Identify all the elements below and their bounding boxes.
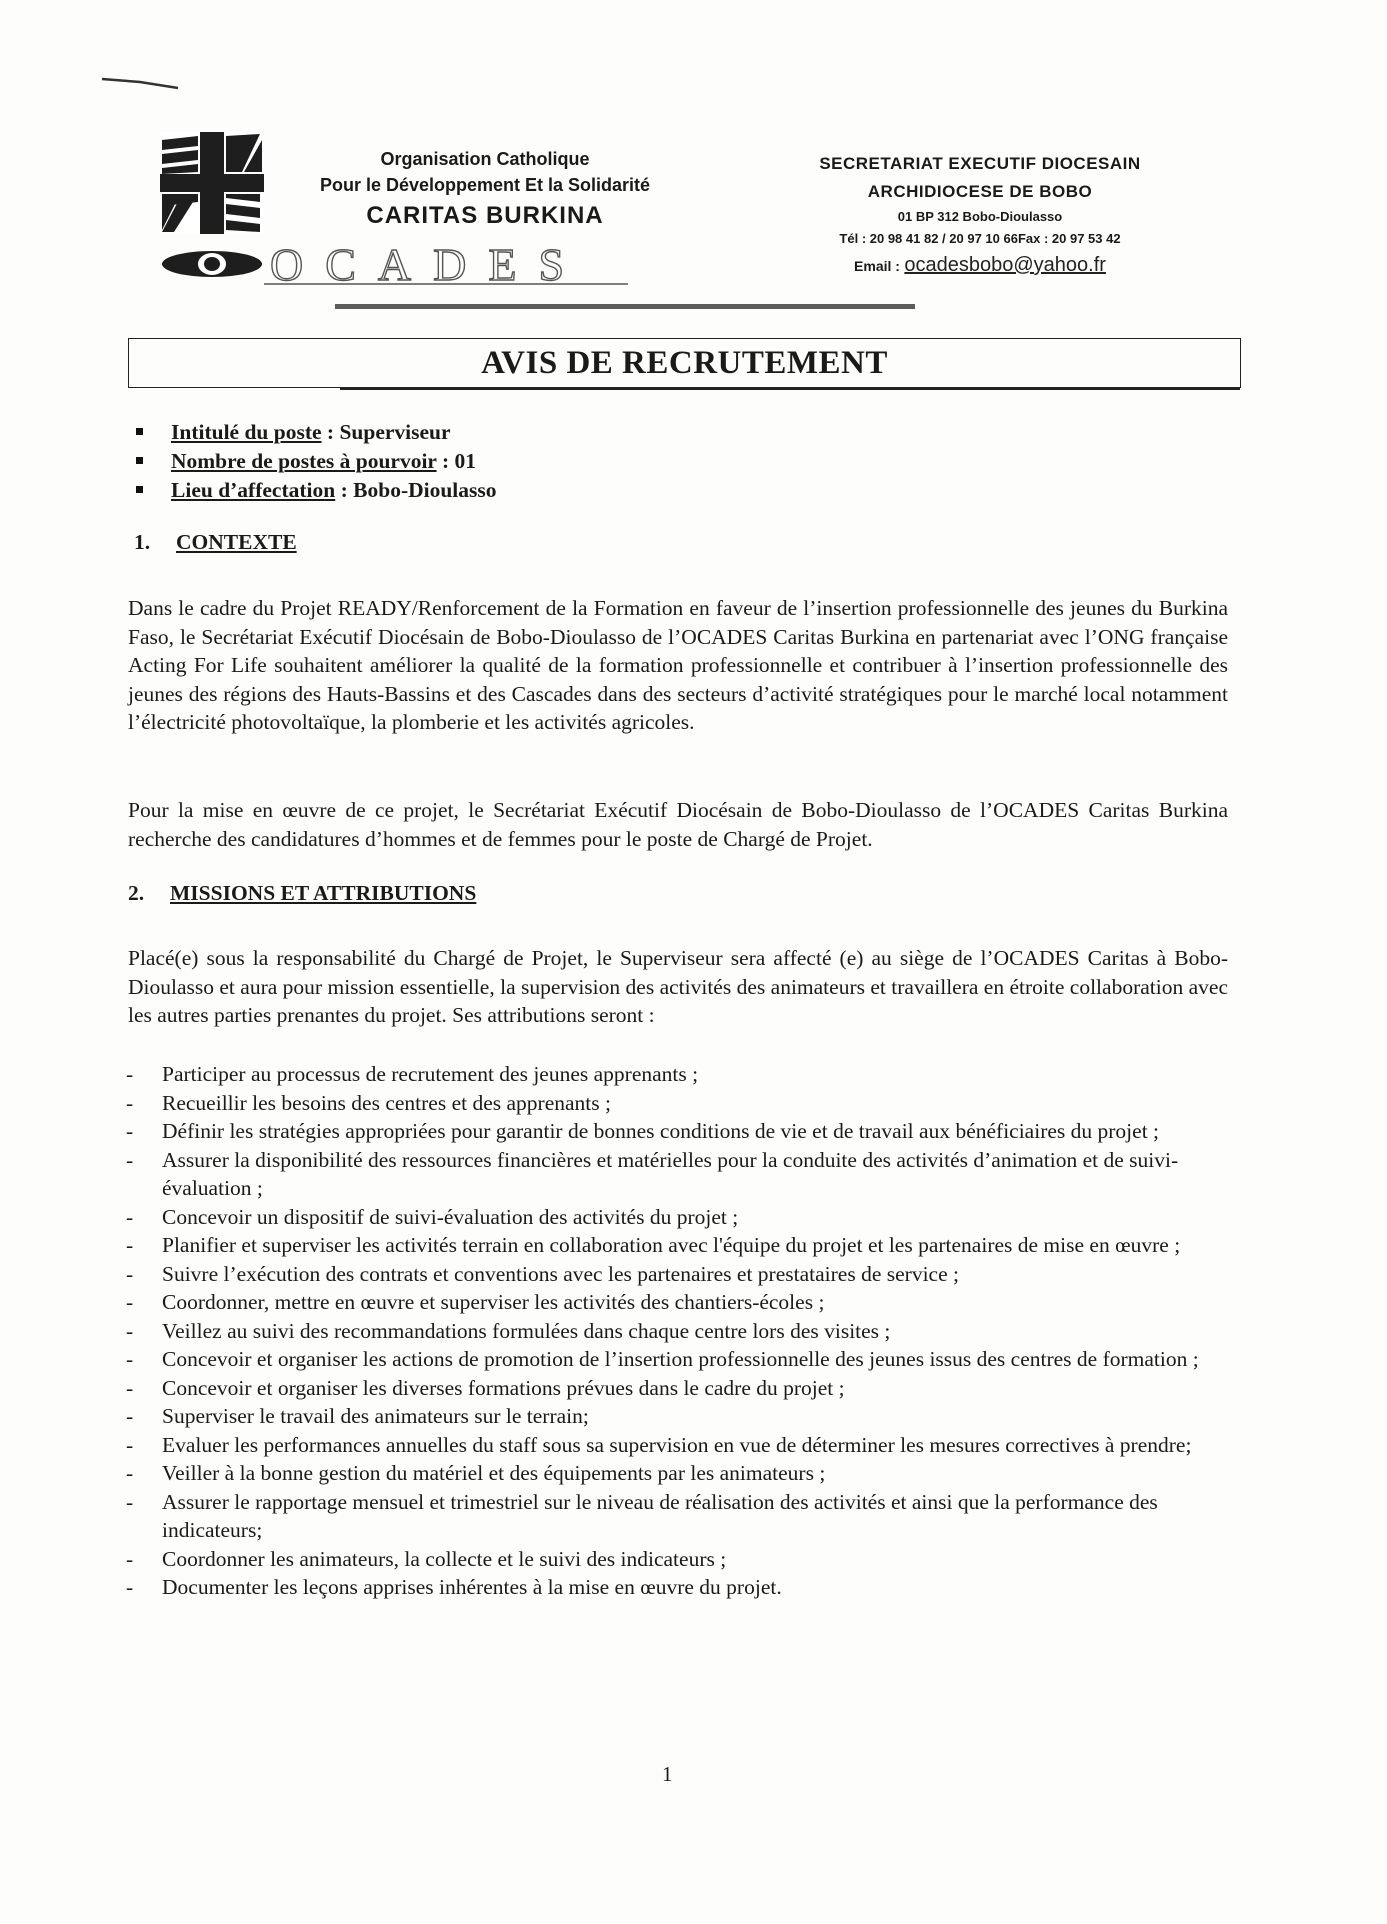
list-item (126, 1260, 1236, 1289)
info-value: Bobo-Dioulasso (353, 478, 497, 502)
info-label: Nombre de postes à pourvoir (171, 449, 437, 473)
dash-bullet: - (126, 1347, 134, 1371)
section-title: MISSIONS ET ATTRIBUTIONS (170, 881, 477, 905)
dash-bullet: - (126, 1261, 134, 1286)
dash-bullet: - (126, 1147, 134, 1172)
phone-fax: Tél : 20 98 41 82 / 20 97 10 66Fax : 20 97 53 42 (839, 231, 1121, 246)
list-item-text: Superviser le travail des animateurs sur le terrain; (162, 1404, 589, 1428)
organisation-block (275, 146, 695, 234)
contexte-paragraph-1: Dans le cadre du Projet READY/Renforcement de la Formation en faveur de l’insertion professionnelle des jeunes du Burkina Faso, le Secrétariat Exécutif Diocésain de Bobo-Dioulasso de l’OCADES Caritas Burkina en partenariat avec l’ONG française Acting For Life souhaitent améliorer la qualité de la formation professionnelle et contribuer à l’insertion professionnelle des jeunes des régions des Hauts-Bassins et des Cascades dans des secteurs d’activité stratégiques pour le marché local notamment l’électricité photovoltaïque, la plomberie et les activités agricoles. (128, 596, 1228, 734)
info-label: Lieu d’affectation (171, 478, 336, 502)
list-item-text: Veiller à la bonne gestion du matériel et des équipements par les animateurs ; (162, 1461, 826, 1485)
dash-bullet: - (126, 1062, 134, 1086)
list-item (126, 1203, 1236, 1232)
dash-bullet: - (126, 1546, 134, 1571)
info-separator: : (436, 449, 455, 473)
list-item (126, 1374, 1236, 1403)
list-item-text: Concevoir et organiser les actions de promotion de l’insertion professionnelle des jeunes issus des centres de formation ; (162, 1347, 1199, 1371)
list-item (126, 1345, 1236, 1374)
header-divider (335, 304, 915, 309)
missions-intro-paragraph: Placé(e) sous la responsabilité du Chargé de Projet, le Superviseur sera affecté (e) au siège de l’OCADES Caritas à Bobo-Dioulasso et aura pour mission essentielle, la supervision des activités des animateurs et travaillera en étroite collaboration avec les autres parties prenantes du projet. Ses attributions seront : (128, 946, 1228, 1027)
info-item-nombre (136, 447, 497, 476)
dash-bullet: - (126, 1290, 134, 1314)
dash-bullet: - (126, 1489, 134, 1514)
list-item-text: Suivre l’exécution des contrats et conventions avec les partenaires et prestataires de service ; (162, 1261, 959, 1286)
ocades-logo (160, 240, 630, 290)
list-item (126, 1089, 1236, 1118)
section-heading-contexte (134, 530, 297, 555)
list-item (126, 1117, 1236, 1146)
info-value: 01 (454, 449, 476, 473)
info-separator: : (335, 478, 354, 502)
page-number: 1 (662, 1762, 673, 1786)
list-item-text: Documenter les leçons apprises inhérentes à la mise en œuvre du projet. (162, 1575, 782, 1599)
contexte-paragraph-2: Pour la mise en œuvre de ce projet, le Secrétariat Exécutif Diocésain de Bobo-Dioulasso de l’OCADES Caritas Burkina recherche des candidatures d’hommes et de femmes pour le poste de Chargé de Projet. (128, 798, 1228, 851)
title-underline-rule (340, 388, 1240, 390)
caritas-cross-logo-icon (160, 132, 264, 234)
secretariat-block (780, 150, 1180, 282)
list-item (126, 1402, 1236, 1431)
list-item (126, 1573, 1236, 1602)
dash-bullet: - (126, 1575, 134, 1599)
list-item (126, 1545, 1236, 1574)
list-item (126, 1060, 1236, 1089)
list-item (126, 1459, 1236, 1488)
org-name-line1: Organisation Catholique (380, 149, 590, 169)
email-label: Email : (854, 258, 900, 274)
dash-bullet: - (126, 1204, 134, 1229)
dash-bullet: - (126, 1090, 134, 1115)
list-item-text: Concevoir un dispositif de suivi-évaluation des activités du projet ; (162, 1204, 739, 1229)
info-item-poste (136, 418, 497, 447)
info-label: Intitulé du poste (171, 420, 322, 444)
list-item-text: Coordonner, mettre en œuvre et superviser les activités des chantiers-écoles ; (162, 1290, 825, 1314)
list-item-text: Coordonner les animateurs, la collecte et le suivi des indicateurs ; (162, 1546, 727, 1571)
list-item-text: Assurer le rapportage mensuel et trimestriel sur le niveau de réalisation des activités et ainsi que la performance des indicateurs; (162, 1489, 1158, 1542)
dash-bullet: - (126, 1375, 134, 1400)
email-link[interactable]: ocadesbobo@yahoo.fr (904, 254, 1106, 276)
list-item (126, 1231, 1236, 1260)
dash-bullet: - (126, 1318, 134, 1343)
square-bullet-icon (136, 486, 143, 493)
section-number: 1. (134, 530, 151, 554)
dash-bullet: - (126, 1233, 134, 1257)
list-item-text: Définir les stratégies appropriées pour garantir de bonnes conditions de vie et de travail aux bénéficiaires du projet ; (162, 1119, 1160, 1143)
list-item-text: Concevoir et organiser les diverses formations prévues dans le cadre du projet ; (162, 1375, 845, 1400)
section-number: 2. (128, 881, 145, 905)
ocades-wordmark: OCADES (270, 240, 587, 290)
list-item-text: Recueillir les besoins des centres et des apprenants ; (162, 1090, 611, 1115)
scan-pen-mark (100, 76, 180, 90)
dash-bullet: - (126, 1404, 134, 1428)
postal-address: 01 BP 312 Bobo-Dioulasso (897, 209, 1063, 224)
list-item (126, 1431, 1236, 1460)
info-value: Superviseur (339, 420, 451, 444)
job-info-list (136, 418, 497, 505)
list-item-text: Assurer la disponibilité des ressources financières et matérielles pour la conduite des activités d’animation et de suivi-évaluation ; (162, 1147, 1179, 1200)
dash-bullet: - (126, 1432, 134, 1457)
info-separator: : (321, 420, 340, 444)
list-item (126, 1288, 1236, 1317)
list-item-text: Participer au processus de recrutement des jeunes apprenants ; (162, 1062, 699, 1086)
square-bullet-icon (136, 428, 143, 435)
list-item (126, 1146, 1236, 1203)
dash-bullet: - (126, 1119, 134, 1143)
section-heading-missions (128, 881, 476, 906)
list-item-text: Planifier et superviser les activités terrain en collaboration avec l'équipe du projet et les partenaires de mise en œuvre ; (162, 1233, 1181, 1257)
org-name-line2: Pour le Développement Et la Solidarité (319, 175, 651, 195)
page-title: AVIS DE RECRUTEMENT (128, 338, 1241, 388)
list-item (126, 1317, 1236, 1346)
list-item-text: Evaluer les performances annuelles du staff sous sa supervision en vue de déterminer les mesures correctives à prendre; (162, 1432, 1192, 1457)
archdiocese-name: ARCHIDIOCESE DE BOBO (867, 182, 1093, 201)
list-item-text: Veillez au suivi des recommandations formulées dans chaque centre lors des visites ; (162, 1318, 891, 1343)
email-line (780, 250, 1180, 282)
info-item-lieu (136, 476, 497, 505)
section-title: CONTEXTE (176, 530, 297, 554)
dash-bullet: - (126, 1461, 134, 1485)
org-name-caritas: CARITAS BURKINA (366, 202, 604, 229)
square-bullet-icon (136, 457, 143, 464)
attributions-list (126, 1060, 1236, 1602)
secretariat-title: SECRETARIAT EXECUTIF DIOCESAIN (819, 154, 1141, 173)
list-item (126, 1488, 1236, 1545)
